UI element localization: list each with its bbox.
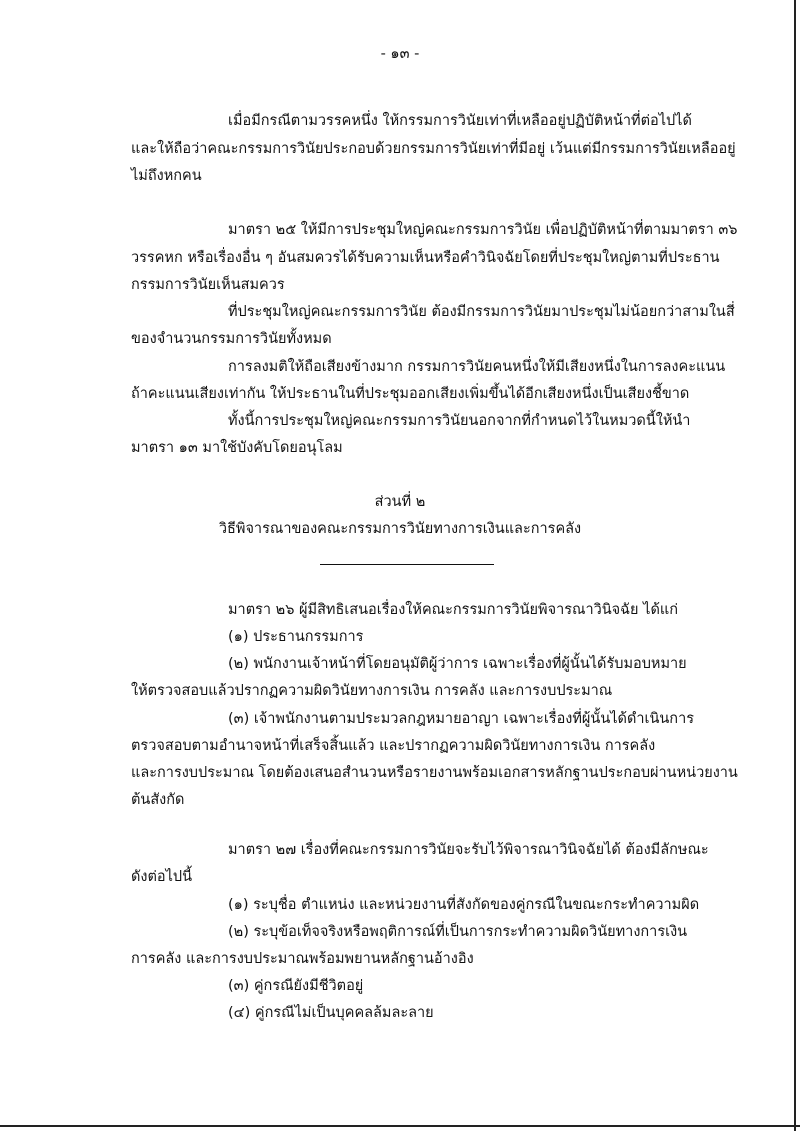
sec25-line8: ทั้งนี้การประชุมใหญ่คณะกรรมการวินัยนอกจากที่กำหนดไว้ในหมวดนี้ให้นำ [228, 413, 691, 429]
section-divider [320, 564, 494, 565]
sec26-line5: (๓) เจ้าพนักงานตามประมวลกฎหมายอาญา เฉพาะเรื่องที่ผู้นั้นได้ดำเนินการ [228, 711, 695, 727]
sec27-line4: (๒) ระบุข้อเท็จจริงหรือพฤติการณ์ที่เป็นการกระทำความผิดวินัยทางการเงิน [228, 924, 688, 940]
sec27-line1: มาตรา ๒๗ เรื่องที่คณะกรรมการวินัยจะรับไว้พิจารณาวินิจฉัยได้ ต้องมีลักษณะ [228, 842, 709, 858]
sec27-line3: (๑) ระบุชื่อ ตำแหน่ง และหน่วยงานที่สังกัดของคู่กรณีในขณะกระทำความผิด [228, 897, 700, 913]
para1-line2: และให้ถือว่าคณะกรรมการวินัยประกอบด้วยกรรมการวินัยเท่าที่มีอยู่ เว้นแต่มีกรรมการวินัยเหลืออยู่ [131, 141, 736, 157]
sec26-line8: ต้นสังกัด [131, 792, 185, 808]
sec27-line7: (๔) คู่กรณีไม่เป็นบุคคลล้มละลาย [228, 1005, 434, 1021]
sec26-line7: และการงบประมาณ โดยต้องเสนอสำนวนหรือรายงานพร้อมเอกสารหลักฐานประกอบผ่านหน่วยงาน [131, 765, 738, 781]
sec25-line3: กรรมการวินัยเห็นสมควร [131, 277, 285, 293]
part-subtitle: วิธีพิจารณาของคณะกรรมการวินัยทางการเงินและการคลัง [218, 521, 582, 537]
page-edge-right [794, 0, 796, 1131]
sec27-line5: การคลัง และการงบประมาณพร้อมพยานหลักฐานอ้างอิง [131, 951, 474, 967]
sec25-line4: ที่ประชุมใหญ่คณะกรรมการวินัย ต้องมีกรรมการวินัยมาประชุมไม่น้อยกว่าสามในสี่ [228, 304, 735, 320]
sec27-line6: (๓) คู่กรณียังมีชีวิตอยู่ [228, 978, 364, 994]
sec25-line7: ถ้าคะแนนเสียงเท่ากัน ให้ประธานในที่ประชุมออกเสียงเพิ่มขึ้นได้อีกเสียงหนึ่งเป็นเสียงชี้ขาด [131, 386, 690, 402]
para1-line1: เมื่อมีกรณีตามวรรคหนึ่ง ให้กรรมการวินัยเท่าที่เหลืออยู่ปฏิบัติหน้าที่ต่อไปได้ [228, 113, 692, 129]
sec25-line1: มาตรา ๒๕ ให้มีการประชุมใหญ่คณะกรรมการวินัย เพื่อปฏิบัติหน้าที่ตามมาตรา ๓๖ [228, 222, 738, 238]
page-number: - ๑๓ - [380, 46, 420, 62]
sec26-line4: ให้ตรวจสอบแล้วปรากฏความผิดวินัยทางการเงิน การคลัง และการงบประมาณ [131, 683, 613, 699]
sec25-line6: การลงมติให้ถือเสียงข้างมาก กรรมการวินัยคนหนึ่งให้มีเสียงหนึ่งในการลงคะแนน [228, 359, 726, 375]
sec26-line6: ตรวจสอบตามอำนาจหน้าที่เสร็จสิ้นแล้ว และปรากฏความผิดวินัยทางการเงิน การคลัง [131, 738, 656, 754]
para1-line3: ไม่ถึงหกคน [131, 168, 202, 184]
sec25-line5: ของจำนวนกรรมการวินัยทั้งหมด [131, 331, 332, 347]
sec25-line2: วรรคหก หรือเรื่องอื่น ๆ อันสมควรได้รับความเห็นหรือคำวินิจฉัยโดยที่ประชุมใหญ่ตามที่ประธาน [131, 250, 720, 266]
sec27-line2: ดังต่อไปนี้ [131, 869, 193, 885]
sec26-line2: (๑) ประธานกรรมการ [228, 629, 364, 645]
page-edge-bottom [0, 1125, 800, 1127]
sec26-line1: มาตรา ๒๖ ผู้มีสิทธิเสนอเรื่องให้คณะกรรมการวินัยพิจารณาวินิจฉัย ได้แก่ [228, 602, 678, 618]
part-title: ส่วนที่ ๒ [374, 494, 426, 510]
sec25-line9: มาตรา ๑๓ มาใช้บังคับโดยอนุโลม [131, 440, 343, 456]
sec26-line3: (๒) พนักงานเจ้าหน้าที่โดยอนุมัติผู้ว่าการ เฉพาะเรื่องที่ผู้นั้นได้รับมอบหมาย [228, 656, 687, 672]
